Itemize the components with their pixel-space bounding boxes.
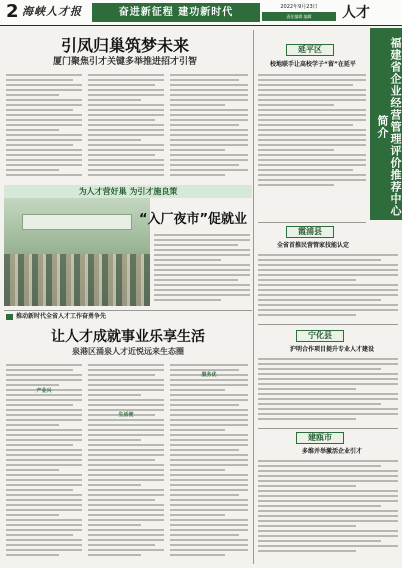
county-body-yanping — [258, 74, 366, 194]
section-bar-icon — [6, 314, 13, 320]
second-body-col-3 — [170, 364, 248, 560]
section-divider — [4, 310, 252, 311]
subhead-living: 生活便 — [118, 412, 134, 418]
lead-body-col-1 — [6, 74, 82, 180]
side-banner-text: 福建省企业经营管理评价推荐中心简介 — [376, 37, 402, 217]
issue-date: 2022年9月23日 — [280, 4, 318, 10]
right-divider-2 — [258, 324, 398, 325]
lead-body-col-2 — [88, 74, 164, 180]
county-title-xiapu: 全省首推民营管家技能认定 — [276, 242, 349, 249]
county-body-jianou — [258, 460, 398, 560]
county-tag-yanping: 延平区 — [286, 44, 334, 56]
county-body-ninghua — [258, 358, 398, 424]
county-title-jianou: 多维并举激活企业引才 — [301, 448, 362, 455]
county-title-ninghua: 沪明合作项目提升专业人才建设 — [289, 346, 374, 353]
lead-body-col-3 — [170, 74, 248, 180]
section-bar-label: 推动新时代全省人才工作奋勇争先 — [16, 313, 107, 320]
side-banner — [370, 28, 402, 220]
main-column-divider — [253, 30, 254, 564]
lead-subtitle: 厦门聚焦引才关键多举推进招才引智 — [52, 57, 197, 67]
county-body-xiapu — [258, 254, 398, 320]
news-photo — [4, 198, 150, 306]
second-body-col-2 — [88, 364, 164, 560]
photo-story-body — [154, 234, 250, 306]
second-story-subtitle: 泉港区涌泉人才近悦远来生态圈 — [72, 347, 184, 356]
masthead-banner: 奋进新征程 建功新时代 — [92, 3, 260, 22]
lead-title: 引凤归巢筑梦未来 — [60, 36, 189, 55]
photo-banner — [22, 214, 132, 230]
masthead — [0, 0, 402, 26]
county-tag-xiapu: 霞浦县 — [286, 226, 334, 238]
county-tag-ninghua: 宁化县 — [296, 330, 344, 342]
subhead-industry: 产业兴 — [36, 388, 52, 394]
photo-crowd — [4, 254, 150, 306]
second-story-title: 让人才成就事业乐享生活 — [51, 329, 205, 345]
editor-line: 责任编辑 编辑 — [262, 12, 336, 21]
paper-name: 海峡人才报 — [22, 5, 82, 18]
section-bar — [4, 312, 252, 322]
subhead-service: 服务优 — [201, 372, 217, 378]
page-number: 2 — [6, 1, 19, 22]
county-tag-jianou: 建瓯市 — [296, 432, 344, 444]
photo-headline: “入厂夜市”促就业 — [138, 212, 248, 227]
photo-strip — [4, 185, 252, 198]
section-name: 人才 — [342, 5, 370, 21]
right-divider-3 — [258, 428, 398, 429]
photo-strip-text: 为人才营好巢 为引才施良策 — [78, 187, 178, 196]
right-divider-1 — [258, 222, 366, 223]
county-title-yanping: 校地联手让高校学子“留”在延平 — [270, 61, 356, 68]
